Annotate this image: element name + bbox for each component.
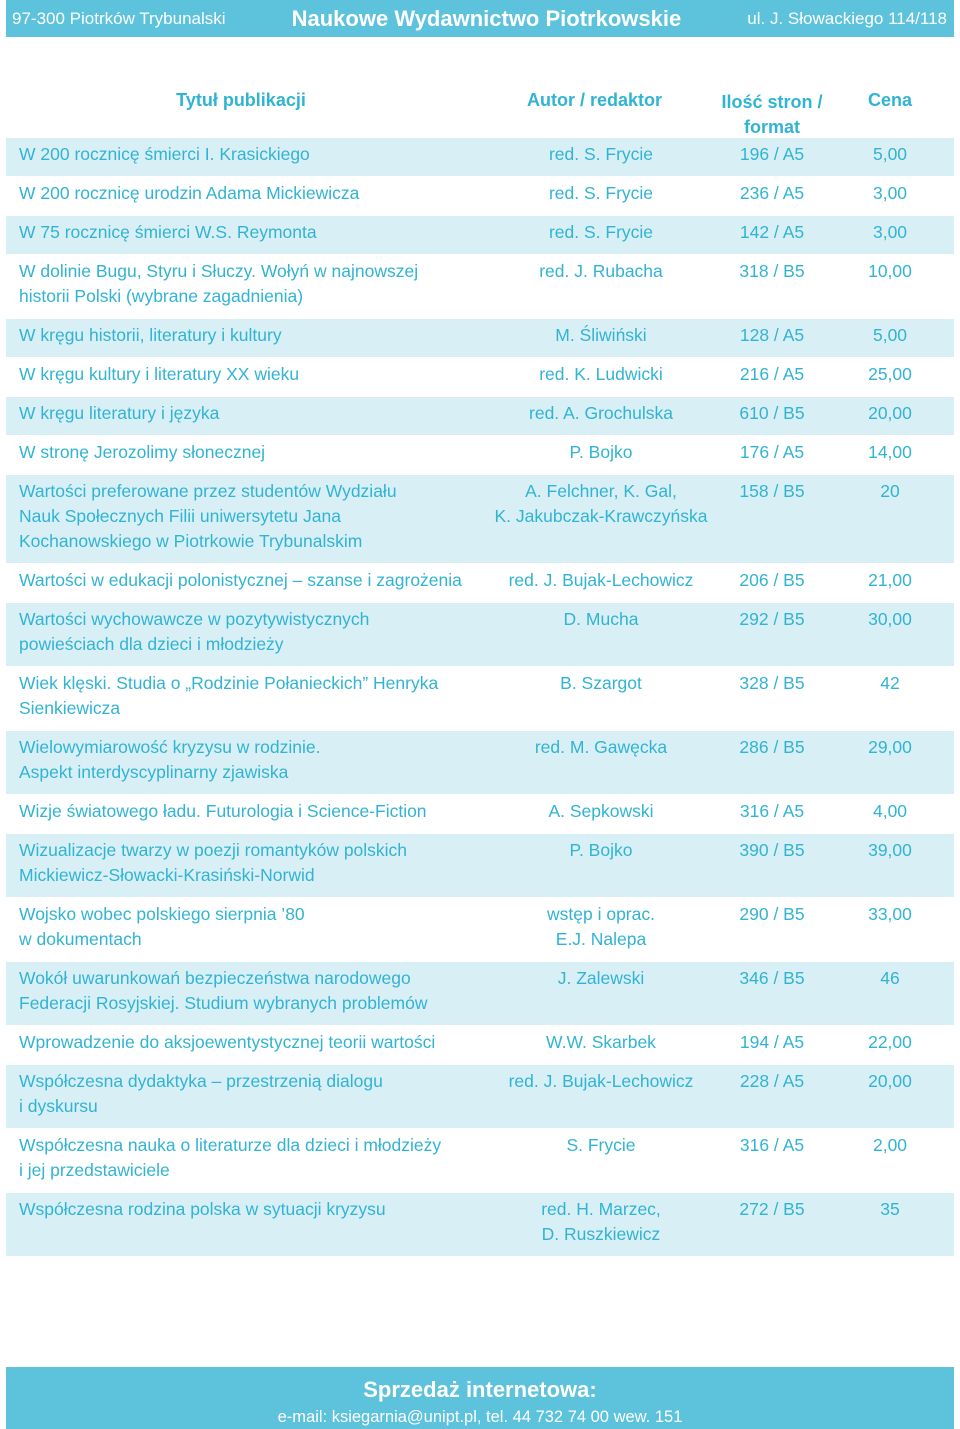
table-row — [6, 436, 954, 474]
cell-author — [489, 401, 713, 435]
cell-author — [489, 838, 713, 897]
cell-price — [831, 671, 949, 730]
cell-price-text: 46 — [880, 968, 900, 988]
table-row — [6, 731, 954, 794]
cell-title — [6, 401, 489, 435]
column-title: Tytuł publikacji — [176, 90, 306, 110]
cell-author — [489, 735, 713, 794]
cell-title — [6, 142, 489, 176]
footer-contact: e-mail: ksiegarnia@unipt.pl, tel. 44 732 74 00 wew. 151 — [277, 1408, 683, 1426]
cell-author-text: red. S. Frycie — [548, 144, 654, 164]
cell-author-text: W.W. Skarbek — [546, 1032, 656, 1052]
cell-author-text: red. J. Bujak-Lechowicz — [508, 570, 694, 590]
cell-price-text: 39,00 — [868, 840, 912, 860]
cell-pages — [713, 607, 831, 666]
cell-pages-text: 610 / B5 — [739, 403, 805, 423]
cell-pages-text: 290 / B5 — [739, 904, 805, 924]
cell-price — [831, 323, 949, 357]
cell-author — [489, 1030, 713, 1064]
cell-price-text: 25,00 — [868, 364, 912, 384]
cell-title-text: Wartości w edukacji polonistycznej – szanse i zagrożenia — [19, 570, 462, 590]
cell-price-text: 29,00 — [868, 737, 912, 757]
cell-pages — [713, 323, 831, 357]
cell-price-text: 20,00 — [868, 403, 912, 423]
cell-pages-text: 390 / B5 — [739, 840, 805, 860]
cell-author — [489, 323, 713, 357]
cell-title-text: W kręgu literatury i języka — [19, 403, 220, 423]
cell-title-text: Wokół uwarunkowań bezpieczeństwa narodowego — [19, 968, 411, 988]
cell-price-text: 4,00 — [872, 801, 908, 821]
cell-title — [6, 440, 489, 474]
cell-title-text: Mickiewicz-Słowacki-Krasiński-Norwid — [19, 865, 315, 885]
address-left: 97-300 Piotrków Trybunalski — [12, 8, 226, 28]
cell-author-text: J. Zalewski — [557, 968, 645, 988]
cell-title — [6, 362, 489, 396]
cell-author-text: B. Szargot — [560, 673, 642, 693]
cell-pages — [713, 142, 831, 176]
table-row — [6, 1193, 954, 1256]
cell-author-text: red. J. Rubacha — [539, 261, 663, 281]
cell-pages-text: 346 / B5 — [739, 968, 805, 988]
cell-author — [489, 1133, 713, 1192]
cell-price-text: 2,00 — [872, 1135, 908, 1155]
cell-author-text: P. Bojko — [569, 442, 633, 462]
cell-pages-text: 194 / A5 — [739, 1032, 805, 1052]
cell-pages-text: 196 / A5 — [739, 144, 805, 164]
cell-pages — [713, 181, 831, 215]
cell-pages — [713, 735, 831, 794]
cell-pages — [713, 902, 831, 961]
cell-author-text: M. Śliwiński — [555, 325, 647, 345]
cell-author — [489, 220, 713, 254]
cell-pages-text: 216 / A5 — [739, 364, 805, 384]
cell-title — [6, 1030, 489, 1064]
cell-price-text: 14,00 — [868, 442, 912, 462]
cell-title-text: W 200 rocznicę urodzin Adama Mickiewicza — [19, 183, 360, 203]
cell-author-text: red. K. Ludwicki — [539, 364, 663, 384]
cell-pages — [713, 671, 831, 730]
cell-title-text: Wartości preferowane przez studentów Wydziału — [19, 481, 397, 501]
table-row — [6, 898, 954, 961]
cell-author — [489, 142, 713, 176]
cell-author-text: A. Sepkowski — [548, 801, 654, 821]
table-row — [6, 475, 954, 563]
cell-price-text: 5,00 — [872, 325, 908, 345]
cell-title — [6, 479, 489, 563]
cell-author — [489, 1197, 713, 1256]
cell-title-text: W 200 rocznicę śmierci I. Krasickiego — [19, 144, 310, 164]
cell-title-text: Wojsko wobec polskiego sierpnia ’80 — [19, 904, 305, 924]
cell-title-text: Kochanowskiego w Piotrkowie Trybunalskim — [19, 531, 363, 551]
cell-price-text: 35 — [880, 1199, 900, 1219]
cell-title-text: w dokumentach — [19, 929, 142, 949]
table-row — [6, 255, 954, 318]
cell-pages — [713, 568, 831, 602]
cell-price-text: 21,00 — [868, 570, 912, 590]
cell-pages-text: 286 / B5 — [739, 737, 805, 757]
cell-author-text: S. Frycie — [566, 1135, 636, 1155]
table-header — [6, 82, 954, 138]
cell-price — [831, 966, 949, 1025]
cell-pages-text: 316 / A5 — [739, 801, 805, 821]
cell-price — [831, 799, 949, 833]
cell-title — [6, 671, 489, 730]
cell-title-text: Federacji Rosyjskiej. Studium wybranych problemów — [19, 993, 428, 1013]
cell-title-text: Wartości wychowawcze w pozytywistycznych — [19, 609, 370, 629]
cell-title-text: i dyskursu — [19, 1096, 98, 1116]
cell-author — [489, 568, 713, 602]
cell-pages — [713, 966, 831, 1025]
cell-title-text: i jej przedstawiciele — [19, 1160, 170, 1180]
cell-author — [489, 259, 713, 318]
cell-price — [831, 220, 949, 254]
cell-pages — [713, 479, 831, 563]
cell-price-text: 33,00 — [868, 904, 912, 924]
table-row — [6, 667, 954, 730]
cell-author-text: P. Bojko — [569, 840, 633, 860]
cell-price — [831, 181, 949, 215]
cell-title — [6, 799, 489, 833]
cell-pages-text: 292 / B5 — [739, 609, 805, 629]
cell-price-text: 20 — [880, 481, 900, 501]
cell-author-text: red. S. Frycie — [548, 222, 654, 242]
cell-price — [831, 735, 949, 794]
cell-author — [489, 671, 713, 730]
cell-author — [489, 966, 713, 1025]
cell-price — [831, 1133, 949, 1192]
cell-pages-text: 206 / B5 — [739, 570, 805, 590]
publisher-name: Naukowe Wydawnictwo Piotrkowskie — [291, 5, 682, 31]
cell-price — [831, 440, 949, 474]
column-pages-line2: format — [743, 117, 800, 137]
cell-price — [831, 902, 949, 961]
cell-price-text: 10,00 — [868, 261, 912, 281]
cell-price — [831, 479, 949, 563]
cell-title — [6, 1197, 489, 1256]
cell-title — [6, 259, 489, 318]
cell-pages-text: 176 / A5 — [739, 442, 805, 462]
cell-title — [6, 902, 489, 961]
cell-title-text: Nauk Społecznych Filii uniwersytetu Jana — [19, 506, 341, 526]
cell-price — [831, 1030, 949, 1064]
cell-pages — [713, 362, 831, 396]
cell-author-text: red. H. Marzec, — [541, 1199, 661, 1219]
table-row — [6, 834, 954, 897]
header-bar — [6, 0, 954, 37]
cell-pages — [713, 259, 831, 318]
cell-pages — [713, 799, 831, 833]
cell-price — [831, 568, 949, 602]
cell-author-text: red. J. Bujak-Lechowicz — [508, 1071, 694, 1091]
cell-author — [489, 607, 713, 666]
cell-title-text: historii Polski (wybrane zagadnienia) — [19, 286, 304, 306]
cell-price-text: 22,00 — [868, 1032, 912, 1052]
table-row — [6, 138, 954, 176]
cell-title-text: Wielowymiarowość kryzysu w rodzinie. — [19, 737, 321, 757]
cell-title — [6, 181, 489, 215]
cell-title — [6, 735, 489, 794]
table-row — [6, 216, 954, 254]
table-row — [6, 177, 954, 215]
cell-author-text: red. M. Gawęcka — [534, 737, 668, 757]
cell-title-text: Sienkiewicza — [19, 698, 121, 718]
cell-pages-text: 328 / B5 — [739, 673, 805, 693]
cell-pages — [713, 220, 831, 254]
cell-title-text: Wprowadzenie do aksjoewentystycznej teorii wartości — [19, 1032, 436, 1052]
column-pages — [713, 90, 831, 140]
cell-author-text: D. Ruszkiewicz — [541, 1224, 661, 1244]
cell-author-text: A. Felchner, K. Gal, — [525, 481, 677, 501]
cell-pages-text: 236 / A5 — [739, 183, 805, 203]
cell-pages-text: 316 / A5 — [739, 1135, 805, 1155]
cell-price — [831, 362, 949, 396]
cell-pages-text: 272 / B5 — [739, 1199, 805, 1219]
cell-title-text: W stronę Jerozolimy słonecznej — [19, 442, 266, 462]
cell-pages — [713, 1197, 831, 1256]
cell-price-text: 3,00 — [872, 183, 908, 203]
cell-title — [6, 1133, 489, 1192]
cell-title-text: powieściach dla dzieci i młodzieży — [19, 634, 284, 654]
cell-price — [831, 838, 949, 897]
cell-author-text: red. S. Frycie — [548, 183, 654, 203]
cell-author — [489, 479, 713, 563]
cell-author — [489, 181, 713, 215]
cell-author — [489, 440, 713, 474]
table-row — [6, 795, 954, 833]
cell-title — [6, 966, 489, 1025]
cell-title-text: Współczesna dydaktyka – przestrzenią dialogu — [19, 1071, 383, 1091]
cell-title — [6, 1069, 489, 1128]
cell-price — [831, 259, 949, 318]
column-author: Autor / redaktor — [526, 90, 663, 110]
cell-author-text: D. Mucha — [563, 609, 639, 629]
cell-title — [6, 568, 489, 602]
footer-heading: Sprzedaż internetowa: — [363, 1377, 597, 1402]
footer-bar — [6, 1367, 954, 1429]
address-right: ul. J. Słowackiego 114/118 — [747, 8, 947, 28]
cell-price-text: 42 — [880, 673, 900, 693]
cell-pages — [713, 838, 831, 897]
cell-title-text: W 75 rocznicę śmierci W.S. Reymonta — [19, 222, 317, 242]
cell-price-text: 3,00 — [872, 222, 908, 242]
cell-price-text: 5,00 — [872, 144, 908, 164]
table-row — [6, 319, 954, 357]
cell-title-text: Wiek klęski. Studia o „Rodzinie Połanieckich” Henryka — [19, 673, 439, 693]
table-row — [6, 1026, 954, 1064]
cell-pages-text: 318 / B5 — [739, 261, 805, 281]
cell-author-text: E.J. Nalepa — [555, 929, 647, 949]
cell-title-text: Współczesna nauka o literaturze dla dzieci i młodzieży — [19, 1135, 442, 1155]
table-row — [6, 603, 954, 666]
cell-pages-text: 228 / A5 — [739, 1071, 805, 1091]
cell-price-text: 30,00 — [868, 609, 912, 629]
cell-title-text: Współczesna rodzina polska w sytuacji kryzysu — [19, 1199, 386, 1219]
cell-title — [6, 838, 489, 897]
cell-title-text: W dolinie Bugu, Styru i Słuczy. Wołyń w najnowszej — [19, 261, 419, 281]
cell-pages — [713, 1133, 831, 1192]
cell-title — [6, 607, 489, 666]
cell-pages — [713, 440, 831, 474]
cell-author-text: wstęp i oprac. — [547, 904, 655, 924]
cell-title-text: Aspekt interdyscyplinarny zjawiska — [19, 762, 289, 782]
cell-pages — [713, 401, 831, 435]
table-row — [6, 1065, 954, 1128]
cell-title-text: Wizje światowego ładu. Futurologia i Science-Fiction — [19, 801, 427, 821]
cell-author — [489, 1069, 713, 1128]
table-row — [6, 564, 954, 602]
table-body — [6, 138, 954, 1256]
cell-author-text: red. A. Grochulska — [529, 403, 673, 423]
table-row — [6, 1129, 954, 1192]
table-row — [6, 397, 954, 435]
cell-author — [489, 902, 713, 961]
cell-pages-text: 158 / B5 — [739, 481, 805, 501]
publications-table — [6, 82, 954, 1257]
cell-price-text: 20,00 — [868, 1071, 912, 1091]
cell-title-text: W kręgu kultury i literatury XX wieku — [19, 364, 300, 384]
cell-pages — [713, 1030, 831, 1064]
cell-title — [6, 323, 489, 357]
cell-pages-text: 142 / A5 — [739, 222, 805, 242]
table-row — [6, 358, 954, 396]
cell-title — [6, 220, 489, 254]
cell-author-text: K. Jakubczak-Krawczyńska — [494, 506, 708, 526]
cell-author — [489, 362, 713, 396]
column-pages-line1: Ilość stron / — [721, 92, 823, 112]
cell-price — [831, 142, 949, 176]
cell-price — [831, 401, 949, 435]
cell-price — [831, 1197, 949, 1256]
cell-title-text: W kręgu historii, literatury i kultury — [19, 325, 282, 345]
cell-pages — [713, 1069, 831, 1128]
table-row — [6, 962, 954, 1025]
column-price: Cena — [867, 90, 912, 110]
cell-author — [489, 799, 713, 833]
cell-pages-text: 128 / A5 — [739, 325, 805, 345]
cell-title-text: Wizualizacje twarzy w poezji romantyków polskich — [19, 840, 408, 860]
cell-price — [831, 1069, 949, 1128]
cell-price — [831, 607, 949, 666]
